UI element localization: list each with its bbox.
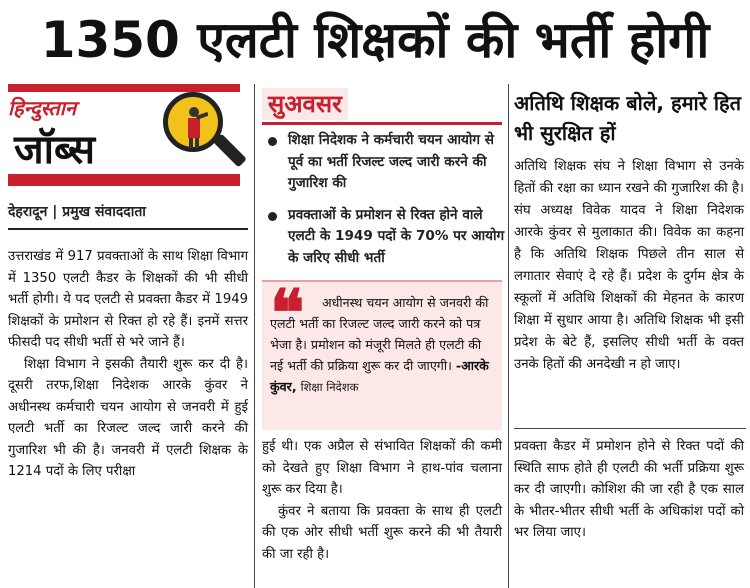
article-paragraph: उत्तराखंड में 917 प्रवक्ताओं के साथ शिक्षा विभाग में 1350 एलटी कैडर के शिक्षकों की भी सीधी भर्ती होगी। ये पद एलटी से प्रवक्ता कैडर में 1949 शिक्षकों के प्रमोशन से रिक्त हो रहे हैं। इनमें सत्तर फीसदी पद सीधी भर्ती से भरे जाने हैं। xyxy=(8,249,248,350)
bullet-dot-icon xyxy=(268,212,277,221)
middle-column xyxy=(262,436,502,565)
right-column xyxy=(514,436,744,544)
magnifier-handle xyxy=(213,134,247,168)
article-paragraph: प्रवक्ता कैडर में प्रमोशन होने से रिक्त पदों की स्थिति साफ होते ही एलटी की भर्ती प्रक्रिया शुरू कर दी जाएगी। कोशिश की जा रही है एक साल के भीतर-भीतर सीधी भर्ती के अधिकांश पदों को भर लिया जाए। xyxy=(514,439,744,540)
bullet-text: प्रवक्ताओं के प्रमोशन से रिक्त होने वाले एलटी के 1949 पदों के 70% पर आयोग के जरिए सीधी भर्ती xyxy=(288,206,505,266)
brand-section: जॉब्स xyxy=(14,127,96,173)
middle-box-title: सुअवसर xyxy=(262,88,348,120)
quote-role: शिक्षा निदेशक xyxy=(300,380,359,394)
bullet-item xyxy=(268,205,508,270)
left-column xyxy=(8,246,248,483)
quote-text-block xyxy=(270,292,496,398)
headline: 1350 एलटी शिक्षकों की भर्ती होगी xyxy=(40,11,710,69)
column-divider xyxy=(254,84,255,588)
right-box-paragraph: अतिथि शिक्षक संघ ने शिक्षा विभाग से उनके हितों की रक्षा का ध्यान रखने की गुजारिश की है। संघ अध्यक्ष विवेक यादव ने शिक्षा निदेशक आरके कुंवर से मुलाकात की। विवेक का कहना है कि अतिथि शिक्षक पिछले तीन साल से लगातार सेवाएं दे रहे हैं। प्रदेश के दुर्गम क्षेत्र के स्कूलों में अतिथि शिक्षकों की मेहनत के कारण शिक्षा में सुधार आया है। अतिथि शिक्षक भी इसी प्रदेश के बेटे हैं, इसलिए सीधी भर्ती के वक्त उनके हितों की अनदेखी न हो जाए। xyxy=(514,159,744,372)
brand-top-bar xyxy=(8,84,240,92)
byline-rule xyxy=(8,228,248,230)
bullet-item xyxy=(268,130,508,195)
bullet-text: शिक्षा निदेशक ने कर्मचारी चयन आयोग से पूर्व का भर्ती रिजल्ट जल्द जारी करने की गुजारिश की xyxy=(288,132,494,191)
highlight-bullets xyxy=(268,130,508,279)
right-box-rule xyxy=(514,428,746,429)
right-box-title: अतिथि शिक्षक बोले, हमारे हित भी सुरक्षित हों xyxy=(514,91,742,145)
middle-title-rule xyxy=(262,122,502,125)
byline: देहरादून | प्रमुख संवाददाता xyxy=(8,204,146,220)
article-paragraph: हुई थी। एक अप्रैल से संभावित शिक्षकों की कमी को देखते हुए शिक्षा विभाग ने हाथ-पांव चलाना शुरू कर दिया है। xyxy=(262,439,502,497)
article-paragraph: शिक्षा विभाग ने इसकी तैयारी शुरू कर दी है। दूसरी तरफ,शिक्षा निदेशक आरके कुंवर ने अधीनस्थ कर्मचारी चयन आयोग से जनवरी में हुई एलटी भर्ती का रिजल्ट जल्द जारी करने की गुजारिश भी की है। जनवरी में एलटी शिक्षक के 1214 पदों के लिए परीक्षा xyxy=(8,356,248,479)
telescope-figure-icon xyxy=(178,104,208,148)
column-divider xyxy=(508,84,509,588)
brand-bottom-bar xyxy=(8,174,240,186)
quote-mark-icon: ❝ xyxy=(270,276,305,351)
article-paragraph: कुंवर ने बताया कि प्रवक्ता के साथ ही एलटी की एक ओर सीधी भर्ती शुरू करने की भी तैयारी की जा रही है। xyxy=(262,503,502,562)
quote-author: -आरके कुंवर, xyxy=(270,358,489,394)
brand-logo xyxy=(8,84,240,186)
bullet-dot-icon xyxy=(268,137,277,146)
quote-text: अधीनस्थ चयन आयोग से जनवरी की एलटी भर्ती का रिजल्ट जल्द जारी करने को पत्र भेजा है। प्रमोशन को मंजूरी मिलते ही एलटी की नई भर्ती की प्रक्रिया शुरू कर दी जाएगी। xyxy=(270,295,489,373)
brand-name: हिन्दुस्तान xyxy=(8,96,77,120)
